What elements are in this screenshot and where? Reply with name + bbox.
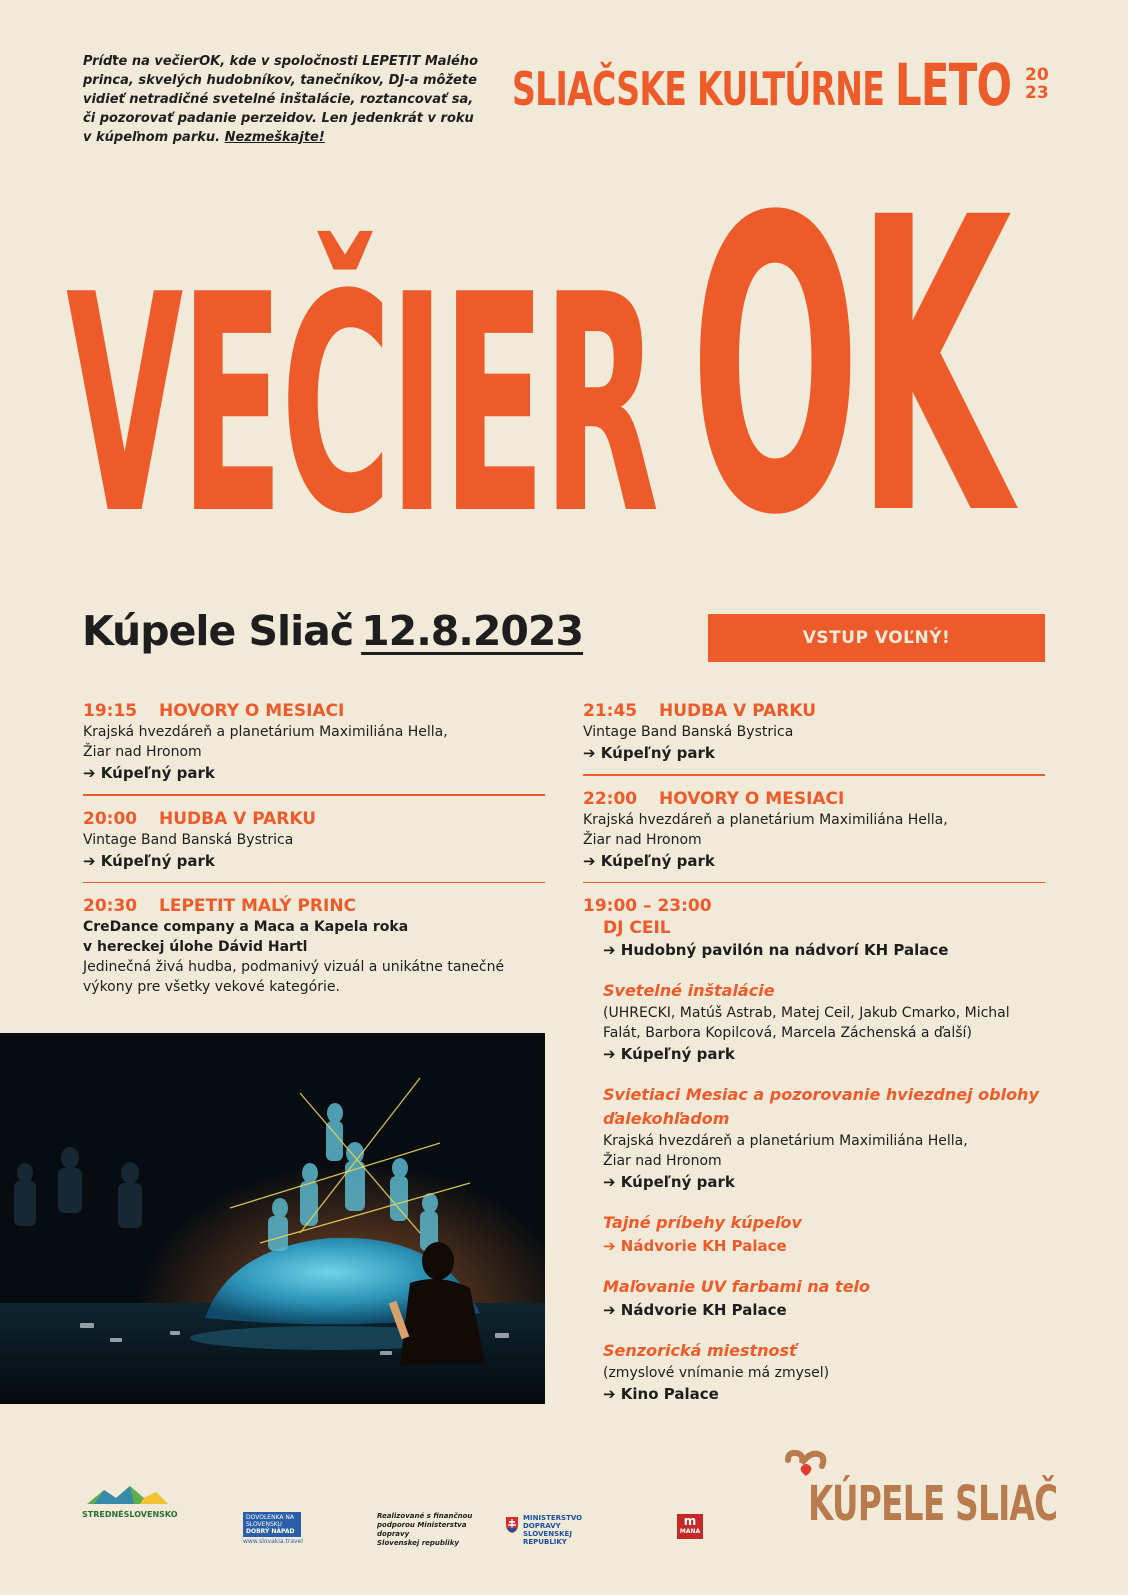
program-item-head	[83, 895, 545, 917]
program-venue: ➔ Kúpeľný park	[583, 744, 715, 762]
mountains-icon	[82, 1484, 172, 1506]
program-desc: Krajská hvezdáreň a planetárium Maximiliána Hella,	[583, 811, 948, 828]
logo-dovolenka-line: DOVOLENKA NA	[246, 1514, 295, 1521]
divider	[83, 882, 545, 884]
intro-link[interactable]: Nezmeškajte!	[224, 130, 325, 145]
series-title	[512, 40, 1011, 134]
program-item-head	[583, 788, 1045, 810]
night-item	[603, 1339, 1045, 1405]
logo-ministry	[505, 1514, 605, 1544]
divider	[583, 774, 1045, 776]
program-venue: ➔ Kúpeľný park	[83, 851, 215, 870]
performance-photo-art	[0, 1033, 545, 1404]
program-desc: Žiar nad Hronom	[83, 744, 202, 760]
intro-paragraph	[83, 52, 478, 147]
program-time: 21:45	[583, 701, 638, 721]
program-time: 22:00	[583, 788, 638, 809]
coat-of-arms-icon	[505, 1516, 519, 1534]
program-item	[83, 808, 545, 872]
night-item-venue: ➔ Kino Palace	[603, 1385, 719, 1403]
program-item	[83, 895, 545, 997]
program-venue: ➔ Kúpeľný park	[83, 764, 215, 782]
night-item-title: Svietiaci Mesiac a pozorovanie hviezdnej oblohy	[603, 1085, 1039, 1104]
program-performer: v hereckej úlohe Dávid Hartl	[83, 939, 308, 955]
night-item-venue: ➔ Nádvorie KH Palace	[603, 1301, 787, 1319]
program-item-head	[83, 700, 545, 722]
program-title: HOVORY O MESIACI	[159, 701, 345, 721]
support-line: Realizované s finančnou	[377, 1512, 473, 1520]
program-title: HUDBA V PARKU	[159, 808, 317, 829]
night-item-title: ďalekohľadom	[603, 1109, 730, 1128]
night-item-venue: ➔ Kúpeľný park	[603, 1045, 735, 1063]
logo-stredne-slovensko	[82, 1484, 178, 1524]
program-item	[83, 700, 545, 784]
divider	[583, 882, 1045, 884]
program-desc: Jedinečná živá hudba, podmanivý vizuál a unikátne tanečné	[83, 959, 505, 975]
divider	[83, 794, 545, 796]
event-date: 12.8.2023	[361, 607, 583, 655]
night-item-title: DJ CEIL	[603, 918, 671, 938]
night-item-title: Senzorická miestnosť	[603, 1341, 797, 1360]
year-bottom: 23	[1025, 83, 1049, 103]
program-desc: Žiar nad Hronom	[583, 831, 702, 848]
program-performer: CreDance company a Maca a Kapela roka	[83, 919, 409, 935]
night-item-desc: (UHRECKI, Matúš Astrab, Matej Ceil, Jakub Cmarko, Michal	[603, 1005, 1010, 1021]
ministry-line: SLOVENSKEJ REPUBLIKY	[523, 1530, 572, 1546]
night-item	[603, 1083, 1045, 1193]
logo-dovolenka-line: SLOVENSKU	[246, 1521, 282, 1528]
brand-name: KÚPELE SLIAČ	[808, 1476, 1058, 1532]
support-line: podporou Ministerstva dopravy	[377, 1521, 467, 1538]
series-year	[1025, 66, 1047, 102]
logo-dovolenka	[243, 1512, 301, 1537]
program-desc: Krajská hvezdáreň a planetárium Maximiliána Hella,	[83, 724, 448, 740]
night-item-desc: Krajská hvezdáreň a planetárium Maximiliána Hella,	[603, 1133, 968, 1149]
night-item	[603, 1275, 1045, 1321]
mana-m-icon: m	[683, 1514, 697, 1528]
free-entry-badge: VSTUP VOĽNÝ!	[708, 614, 1045, 662]
series-title-main: SLIAČSKE KULTÚRNE	[512, 62, 896, 116]
program-right	[583, 700, 1045, 1405]
night-item-venue: ➔ Nádvorie KH Palace	[603, 1237, 787, 1255]
program-time: 20:30	[83, 896, 138, 916]
program-item	[583, 700, 1045, 764]
program-desc: Vintage Band Banská Bystrica	[583, 724, 794, 740]
night-item	[603, 979, 1045, 1065]
program-item-head	[83, 808, 545, 830]
program-title: HUDBA V PARKU	[659, 701, 817, 721]
program-night	[583, 895, 1045, 1405]
event-place-date	[82, 606, 583, 656]
program-venue: ➔ Kúpeľný park	[583, 851, 715, 870]
logo-dovolenka-line: DOBRÝ NÁPAD	[246, 1528, 295, 1535]
program-time: 20:00	[83, 808, 138, 829]
program-title: LEPETIT MALÝ PRINC	[159, 896, 357, 916]
ministry-line: MINISTERSTVO	[523, 1514, 583, 1522]
logo-stredne-text: STREDNÉSLOVENSKO	[82, 1510, 178, 1519]
intro-text: Príďte na večierOK, kde v spoločnosti LEPETIT Malého princa, skvelých hudobníkov, tanečníkov, DJ-a môžete vidieť netradičné svetelné inštalácie, roztancovať sa, či pozorovať padanie perzeidov. Len jedenkrát v roku v kúpeľnom parku.	[83, 54, 479, 145]
night-item-title: Maľovanie UV farbami na telo	[603, 1277, 871, 1296]
night-item	[603, 1211, 1045, 1257]
program-left	[83, 700, 545, 997]
logo-dovolenka-url: www.slovakia.travel	[243, 1538, 303, 1545]
main-title-right: OK	[690, 132, 1008, 604]
support-note	[377, 1512, 497, 1548]
logo-ministry-text	[523, 1514, 605, 1546]
program-title: HOVORY O MESIACI	[659, 788, 845, 809]
main-title-left: VEČIER	[66, 231, 657, 580]
series-title-leto: LETO	[895, 51, 1012, 119]
night-item-desc: Žiar nad Hronom	[603, 1153, 722, 1169]
program-time: 19:15	[83, 701, 138, 721]
program-item	[583, 788, 1045, 872]
night-item-venue: ➔ Kúpeľný park	[603, 1173, 735, 1191]
program-night-time: 19:00 – 23:00	[583, 896, 712, 916]
night-item-desc: (zmyslové vnímanie má zmysel)	[603, 1365, 830, 1381]
night-item-title: Tajné príbehy kúpeľov	[603, 1213, 802, 1232]
event-place: Kúpele Sliač	[82, 607, 354, 655]
program-desc: výkony pre všetky vekové kategórie.	[83, 979, 340, 995]
logo-mana	[677, 1514, 703, 1539]
night-item-venue: ➔ Hudobný pavilón na nádvorí KH Palace	[603, 941, 949, 959]
mana-text: MANA	[679, 1528, 701, 1535]
program-desc: Vintage Band Banská Bystrica	[83, 831, 294, 848]
performance-photo	[0, 1033, 545, 1404]
support-line: Slovenskej republiky	[377, 1539, 459, 1547]
year-top: 20	[1025, 65, 1049, 85]
program-item-head	[583, 700, 1045, 722]
night-item	[603, 917, 1045, 961]
ministry-line: DOPRAVY	[523, 1522, 561, 1530]
night-item-title: Svetelné inštalácie	[603, 981, 775, 1000]
night-item-desc: Falát, Barbora Kopilcová, Marcela Záchenská a ďalší)	[603, 1025, 972, 1041]
program-night-items	[583, 917, 1045, 1405]
